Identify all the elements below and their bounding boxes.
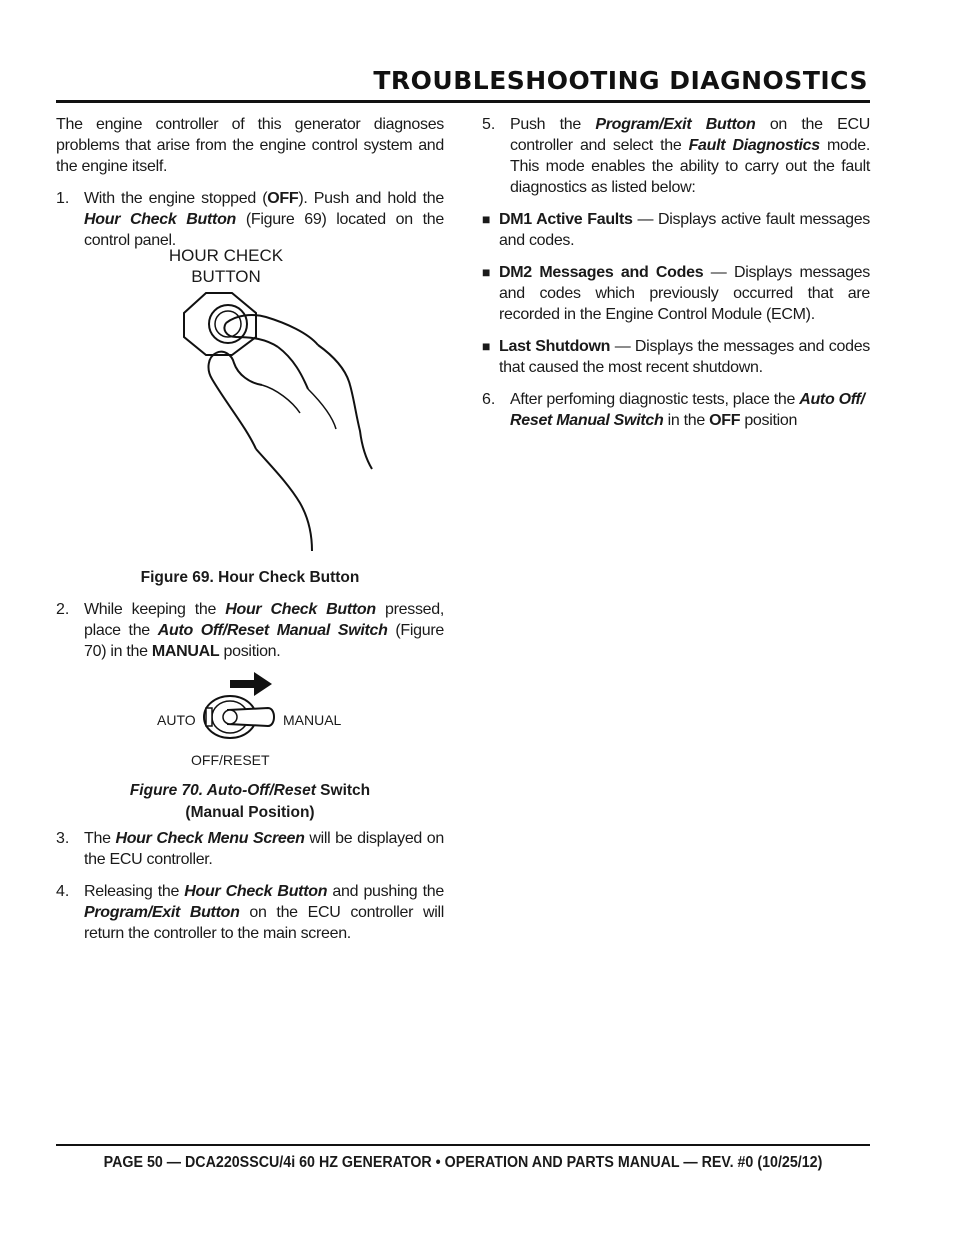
- bullet-item: [482, 209, 870, 251]
- step-1: [56, 188, 444, 251]
- figure-69-caption: Figure 69. Hour Check Button: [140, 569, 360, 586]
- bullet-item: [482, 262, 870, 325]
- step-text: After perfoming diagnostic tests, place the Auto Off/ Reset Manual Switch in the OFF position: [510, 391, 865, 429]
- step-2: [56, 599, 444, 662]
- header-rule: [56, 100, 870, 103]
- figure-70: [56, 670, 444, 780]
- intro-paragraph: The engine controller of this generator diagnoses problems that arise from the engine control system and the engine itself.: [56, 116, 444, 175]
- step-4: [56, 881, 444, 944]
- figure-69: [56, 246, 444, 567]
- page-title: TROUBLESHOOTING DIAGNOSTICS: [373, 66, 868, 95]
- step-text: While keeping the Hour Check Button pressed, place the Auto Off/Reset Manual Switch (Figure 70) in the MANUAL position.: [84, 601, 444, 660]
- step-text: With the engine stopped (OFF). Push and hold the Hour Check Button (Figure 69) located on the control panel.: [84, 190, 444, 249]
- figure-70-caption: Figure 70. Auto-Off/Reset Switch (Manual Position): [129, 782, 371, 821]
- hand-pressing-button-illustration: [56, 251, 444, 567]
- bullet-text: DM2 Messages and Codes — Displays messages and codes which previously occurred that are recorded in the Engine Control Module (ECM).: [499, 264, 870, 323]
- bullet-text: Last Shutdown — Displays the messages and codes that caused the most recent shutdown.: [499, 338, 870, 376]
- square-bullet-icon: ■: [482, 211, 491, 227]
- step-text: Push the Program/Exit Button on the ECU controller and select the Fault Diagnostics mode. This mode enables the ability to carry out the fault diagnostics as listed below:: [510, 116, 870, 196]
- switch-label-offreset: OFF/RESET: [191, 752, 270, 768]
- footer-rule: [56, 1144, 870, 1146]
- step-3: [56, 828, 444, 870]
- step-text: Releasing the Hour Check Button and pushing the Program/Exit Button on the ECU controller will return the controller to the main screen.: [84, 883, 444, 942]
- step-number: 4.: [56, 883, 70, 900]
- bullet-text: DM1 Active Faults — Displays active fault messages and codes.: [499, 211, 871, 249]
- page-footer: PAGE 50 — DCA220SSCU/4i 60 HZ GENERATOR • OPERATION AND PARTS MANUAL — REV. #0 (10/25/12): [103, 1154, 823, 1171]
- step-6: [482, 389, 870, 431]
- hour-check-label: HOUR CHECK BUTTON: [168, 246, 284, 286]
- square-bullet-icon: ■: [482, 338, 491, 354]
- right-column: [482, 114, 870, 431]
- square-bullet-icon: ■: [482, 264, 491, 280]
- switch-label-auto: AUTO: [157, 712, 196, 728]
- step-number: 2.: [56, 601, 70, 618]
- step-number: 3.: [56, 830, 70, 847]
- step-5: [482, 114, 870, 198]
- switch-label-manual: MANUAL: [283, 712, 342, 728]
- step-number: 6.: [482, 391, 496, 408]
- step-number: 1.: [56, 190, 70, 207]
- step-number: 5.: [482, 116, 496, 133]
- arrow-right-icon: [230, 672, 272, 696]
- bullet-item: [482, 336, 870, 378]
- step-text: The Hour Check Menu Screen will be displayed on the ECU controller.: [84, 830, 444, 868]
- left-column: [56, 114, 444, 944]
